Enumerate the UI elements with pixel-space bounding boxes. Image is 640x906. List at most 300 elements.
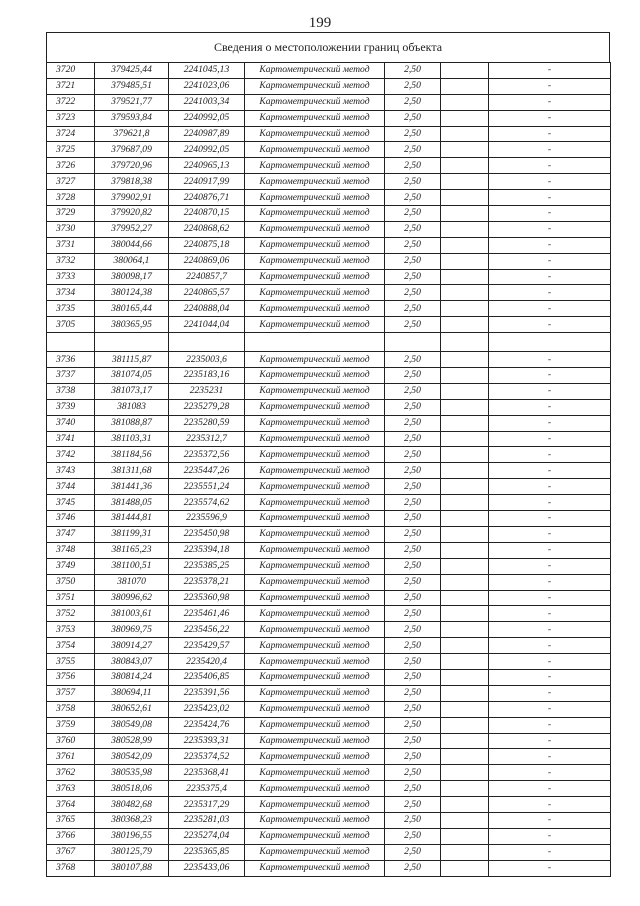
point-number-cell: 3736 [47, 352, 95, 368]
y-coordinate-cell: 2235406,85 [169, 669, 245, 685]
table-row [47, 415, 611, 431]
method-cell: Картометрический метод [245, 781, 385, 797]
description-cell: - [489, 383, 611, 399]
y-coordinate-cell: 2235365,85 [169, 844, 245, 860]
y-coordinate-cell: 2235375,4 [169, 781, 245, 797]
point-number-cell: 3756 [47, 669, 95, 685]
table-row [47, 78, 611, 94]
method-cell: Картометрический метод [245, 622, 385, 638]
point-number-cell: 3747 [47, 526, 95, 542]
point-number-cell: 3765 [47, 812, 95, 828]
y-coordinate-cell: 2240992,05 [169, 110, 245, 126]
description-cell: - [489, 301, 611, 317]
y-coordinate-cell: 2235183,16 [169, 368, 245, 384]
empty-cell [441, 190, 489, 206]
empty-cell [441, 844, 489, 860]
separator-cell [441, 333, 489, 352]
precision-cell: 2,50 [385, 479, 441, 495]
method-cell: Картометрический метод [245, 606, 385, 622]
table-row [47, 447, 611, 463]
method-cell: Картометрический метод [245, 590, 385, 606]
x-coordinate-cell: 380528,99 [95, 733, 169, 749]
empty-cell [441, 828, 489, 844]
x-coordinate-cell: 379485,51 [95, 78, 169, 94]
table-row [47, 669, 611, 685]
description-cell: - [489, 860, 611, 876]
empty-cell [441, 685, 489, 701]
point-number-cell: 3723 [47, 110, 95, 126]
point-number-cell: 3753 [47, 622, 95, 638]
precision-cell: 2,50 [385, 685, 441, 701]
y-coordinate-cell: 2240992,05 [169, 142, 245, 158]
y-coordinate-cell: 2235360,98 [169, 590, 245, 606]
x-coordinate-cell: 381115,87 [95, 352, 169, 368]
separator-cell [95, 333, 169, 352]
description-cell: - [489, 63, 611, 79]
precision-cell: 2,50 [385, 463, 441, 479]
x-coordinate-cell: 381083 [95, 399, 169, 415]
x-coordinate-cell: 381103,31 [95, 431, 169, 447]
precision-cell: 2,50 [385, 717, 441, 733]
empty-cell [441, 606, 489, 622]
precision-cell: 2,50 [385, 638, 441, 654]
point-number-cell: 3752 [47, 606, 95, 622]
method-cell: Картометрический метод [245, 142, 385, 158]
precision-cell: 2,50 [385, 526, 441, 542]
table-row [47, 622, 611, 638]
point-number-cell: 3759 [47, 717, 95, 733]
point-number-cell: 3762 [47, 765, 95, 781]
table-row [47, 269, 611, 285]
separator-cell [385, 333, 441, 352]
y-coordinate-cell: 2240965,13 [169, 158, 245, 174]
empty-cell [441, 669, 489, 685]
table-row [47, 110, 611, 126]
description-cell: - [489, 558, 611, 574]
empty-cell [441, 142, 489, 158]
precision-cell: 2,50 [385, 237, 441, 253]
point-number-cell: 3734 [47, 285, 95, 301]
y-coordinate-cell: 2240868,62 [169, 221, 245, 237]
x-coordinate-cell: 381165,23 [95, 542, 169, 558]
empty-cell [441, 174, 489, 190]
x-coordinate-cell: 381311,68 [95, 463, 169, 479]
y-coordinate-cell: 2235420,4 [169, 654, 245, 670]
description-cell: - [489, 511, 611, 527]
table-row [47, 301, 611, 317]
page-number: 199 [308, 15, 332, 31]
point-number-cell: 3724 [47, 126, 95, 142]
table-row [47, 860, 611, 876]
method-cell: Картометрический метод [245, 797, 385, 813]
x-coordinate-cell: 380124,38 [95, 285, 169, 301]
precision-cell: 2,50 [385, 606, 441, 622]
method-cell: Картометрический метод [245, 495, 385, 511]
point-number-cell: 3764 [47, 797, 95, 813]
empty-cell [441, 253, 489, 269]
y-coordinate-cell: 2240870,15 [169, 206, 245, 222]
point-number-cell: 3741 [47, 431, 95, 447]
description-cell: - [489, 844, 611, 860]
x-coordinate-cell: 381444,81 [95, 511, 169, 527]
table-row [47, 431, 611, 447]
precision-cell: 2,50 [385, 415, 441, 431]
precision-cell: 2,50 [385, 622, 441, 638]
point-number-cell: 3729 [47, 206, 95, 222]
point-number-cell: 3727 [47, 174, 95, 190]
point-number-cell: 3737 [47, 368, 95, 384]
precision-cell: 2,50 [385, 765, 441, 781]
point-number-cell: 3722 [47, 94, 95, 110]
precision-cell: 2,50 [385, 317, 441, 333]
table-row [47, 463, 611, 479]
method-cell: Картометрический метод [245, 685, 385, 701]
description-cell: - [489, 285, 611, 301]
y-coordinate-cell: 2235551,24 [169, 479, 245, 495]
point-number-cell: 3758 [47, 701, 95, 717]
point-number-cell: 3748 [47, 542, 95, 558]
method-cell: Картометрический метод [245, 110, 385, 126]
description-cell: - [489, 206, 611, 222]
precision-cell: 2,50 [385, 368, 441, 384]
empty-cell [441, 301, 489, 317]
x-coordinate-cell: 380165,44 [95, 301, 169, 317]
precision-cell: 2,50 [385, 126, 441, 142]
y-coordinate-cell: 2241023,06 [169, 78, 245, 94]
point-number-cell: 3731 [47, 237, 95, 253]
y-coordinate-cell: 2235391,56 [169, 685, 245, 701]
description-cell: - [489, 110, 611, 126]
empty-cell [441, 717, 489, 733]
x-coordinate-cell: 380365,95 [95, 317, 169, 333]
x-coordinate-cell: 381488,05 [95, 495, 169, 511]
empty-cell [441, 797, 489, 813]
point-number-cell: 3763 [47, 781, 95, 797]
table-row [47, 749, 611, 765]
precision-cell: 2,50 [385, 78, 441, 94]
x-coordinate-cell: 381441,36 [95, 479, 169, 495]
y-coordinate-cell: 2235574,62 [169, 495, 245, 511]
description-cell: - [489, 622, 611, 638]
point-number-cell: 3751 [47, 590, 95, 606]
table-row [47, 511, 611, 527]
precision-cell: 2,50 [385, 301, 441, 317]
empty-cell [441, 383, 489, 399]
table-row [47, 574, 611, 590]
separator-cell [489, 333, 611, 352]
point-number-cell: 3746 [47, 511, 95, 527]
table-row [47, 685, 611, 701]
method-cell: Картометрический метод [245, 94, 385, 110]
empty-cell [441, 463, 489, 479]
point-number-cell: 3720 [47, 63, 95, 79]
table-row [47, 190, 611, 206]
empty-cell [441, 221, 489, 237]
method-cell: Картометрический метод [245, 383, 385, 399]
empty-cell [441, 78, 489, 94]
method-cell: Картометрический метод [245, 221, 385, 237]
method-cell: Картометрический метод [245, 574, 385, 590]
y-coordinate-cell: 2235385,25 [169, 558, 245, 574]
separator-cell [169, 333, 245, 352]
y-coordinate-cell: 2235372,56 [169, 447, 245, 463]
description-cell: - [489, 574, 611, 590]
description-cell: - [489, 606, 611, 622]
precision-cell: 2,50 [385, 63, 441, 79]
method-cell: Картометрический метод [245, 701, 385, 717]
y-coordinate-cell: 2235279,28 [169, 399, 245, 415]
point-number-cell: 3730 [47, 221, 95, 237]
y-coordinate-cell: 2240876,71 [169, 190, 245, 206]
description-cell: - [489, 749, 611, 765]
method-cell: Картометрический метод [245, 190, 385, 206]
y-coordinate-cell: 2235378,21 [169, 574, 245, 590]
x-coordinate-cell: 380694,11 [95, 685, 169, 701]
description-cell: - [489, 221, 611, 237]
table-row [47, 781, 611, 797]
x-coordinate-cell: 380969,75 [95, 622, 169, 638]
table-row [47, 828, 611, 844]
point-number-cell: 3728 [47, 190, 95, 206]
table-row [47, 590, 611, 606]
table-row [47, 479, 611, 495]
table-row [47, 399, 611, 415]
method-cell: Картометрический метод [245, 828, 385, 844]
empty-cell [441, 749, 489, 765]
empty-cell [441, 479, 489, 495]
y-coordinate-cell: 2235429,57 [169, 638, 245, 654]
precision-cell: 2,50 [385, 590, 441, 606]
description-cell: - [489, 685, 611, 701]
precision-cell: 2,50 [385, 383, 441, 399]
description-cell: - [489, 654, 611, 670]
precision-cell: 2,50 [385, 574, 441, 590]
point-number-cell: 3744 [47, 479, 95, 495]
precision-cell: 2,50 [385, 860, 441, 876]
table-row [47, 542, 611, 558]
precision-cell: 2,50 [385, 495, 441, 511]
empty-cell [441, 63, 489, 79]
precision-cell: 2,50 [385, 781, 441, 797]
empty-cell [441, 495, 489, 511]
empty-cell [441, 781, 489, 797]
precision-cell: 2,50 [385, 749, 441, 765]
method-cell: Картометрический метод [245, 237, 385, 253]
y-coordinate-cell: 2235433,06 [169, 860, 245, 876]
empty-cell [441, 638, 489, 654]
table-row [47, 765, 611, 781]
table-row [47, 654, 611, 670]
x-coordinate-cell: 379521,77 [95, 94, 169, 110]
x-coordinate-cell: 381199,31 [95, 526, 169, 542]
empty-cell [441, 574, 489, 590]
precision-cell: 2,50 [385, 431, 441, 447]
y-coordinate-cell: 2240865,57 [169, 285, 245, 301]
description-cell: - [489, 368, 611, 384]
method-cell: Картометрический метод [245, 479, 385, 495]
x-coordinate-cell: 380542,09 [95, 749, 169, 765]
empty-cell [441, 860, 489, 876]
method-cell: Картометрический метод [245, 174, 385, 190]
empty-cell [441, 733, 489, 749]
x-coordinate-cell: 380368,23 [95, 812, 169, 828]
boundary-coordinates-table [46, 62, 611, 877]
precision-cell: 2,50 [385, 654, 441, 670]
table-row [47, 126, 611, 142]
point-number-cell: 3739 [47, 399, 95, 415]
precision-cell: 2,50 [385, 269, 441, 285]
precision-cell: 2,50 [385, 110, 441, 126]
empty-cell [441, 622, 489, 638]
y-coordinate-cell: 2235368,41 [169, 765, 245, 781]
empty-cell [441, 447, 489, 463]
y-coordinate-cell: 2235456,22 [169, 622, 245, 638]
y-coordinate-cell: 2235423,02 [169, 701, 245, 717]
description-cell: - [489, 94, 611, 110]
table-row [47, 317, 611, 333]
table-row [47, 368, 611, 384]
point-number-cell: 3732 [47, 253, 95, 269]
empty-cell [441, 110, 489, 126]
empty-cell [441, 206, 489, 222]
empty-cell [441, 590, 489, 606]
table-row [47, 526, 611, 542]
description-cell: - [489, 158, 611, 174]
y-coordinate-cell: 2235312,7 [169, 431, 245, 447]
y-coordinate-cell: 2235281,03 [169, 812, 245, 828]
empty-cell [441, 701, 489, 717]
table-row [47, 352, 611, 368]
point-number-cell: 3749 [47, 558, 95, 574]
x-coordinate-cell: 381074,05 [95, 368, 169, 384]
table-row [47, 285, 611, 301]
precision-cell: 2,50 [385, 828, 441, 844]
y-coordinate-cell: 2241044,04 [169, 317, 245, 333]
description-cell: - [489, 463, 611, 479]
method-cell: Картометрический метод [245, 447, 385, 463]
table-row [47, 158, 611, 174]
method-cell: Картометрический метод [245, 78, 385, 94]
empty-cell [441, 399, 489, 415]
x-coordinate-cell: 381070 [95, 574, 169, 590]
precision-cell: 2,50 [385, 797, 441, 813]
x-coordinate-cell: 379818,38 [95, 174, 169, 190]
empty-cell [441, 317, 489, 333]
x-coordinate-cell: 379902,91 [95, 190, 169, 206]
description-cell: - [489, 812, 611, 828]
y-coordinate-cell: 2235003,6 [169, 352, 245, 368]
method-cell: Картометрический метод [245, 317, 385, 333]
method-cell: Картометрический метод [245, 812, 385, 828]
precision-cell: 2,50 [385, 221, 441, 237]
description-cell: - [489, 431, 611, 447]
precision-cell: 2,50 [385, 669, 441, 685]
x-coordinate-cell: 381184,56 [95, 447, 169, 463]
x-coordinate-cell: 380996,62 [95, 590, 169, 606]
x-coordinate-cell: 381100,51 [95, 558, 169, 574]
table-row [47, 94, 611, 110]
point-number-cell: 3725 [47, 142, 95, 158]
y-coordinate-cell: 2235393,31 [169, 733, 245, 749]
precision-cell: 2,50 [385, 253, 441, 269]
point-number-cell: 3733 [47, 269, 95, 285]
table-title: Сведения о местоположении границ объекта [46, 32, 610, 62]
precision-cell: 2,50 [385, 285, 441, 301]
empty-cell [441, 654, 489, 670]
method-cell: Картометрический метод [245, 654, 385, 670]
empty-cell [441, 352, 489, 368]
table-row [47, 221, 611, 237]
x-coordinate-cell: 380843,07 [95, 654, 169, 670]
description-cell: - [489, 317, 611, 333]
empty-cell [441, 158, 489, 174]
separator-cell [245, 333, 385, 352]
description-cell: - [489, 542, 611, 558]
table-row [47, 174, 611, 190]
y-coordinate-cell: 2235450,98 [169, 526, 245, 542]
method-cell: Картометрический метод [245, 158, 385, 174]
y-coordinate-cell: 2241003,34 [169, 94, 245, 110]
method-cell: Картометрический метод [245, 126, 385, 142]
description-cell: - [489, 399, 611, 415]
x-coordinate-cell: 380549,08 [95, 717, 169, 733]
x-coordinate-cell: 380064,1 [95, 253, 169, 269]
y-coordinate-cell: 2235596,9 [169, 511, 245, 527]
precision-cell: 2,50 [385, 94, 441, 110]
table-row [47, 558, 611, 574]
description-cell: - [489, 797, 611, 813]
table-row [47, 606, 611, 622]
point-number-cell: 3750 [47, 574, 95, 590]
table-row [47, 142, 611, 158]
description-cell: - [489, 415, 611, 431]
method-cell: Картометрический метод [245, 352, 385, 368]
precision-cell: 2,50 [385, 142, 441, 158]
point-number-cell: 3760 [47, 733, 95, 749]
precision-cell: 2,50 [385, 844, 441, 860]
empty-cell [441, 812, 489, 828]
description-cell: - [489, 733, 611, 749]
description-cell: - [489, 174, 611, 190]
description-cell: - [489, 447, 611, 463]
method-cell: Картометрический метод [245, 844, 385, 860]
description-cell: - [489, 126, 611, 142]
x-coordinate-cell: 379920,82 [95, 206, 169, 222]
x-coordinate-cell: 380814,24 [95, 669, 169, 685]
point-number-cell: 3761 [47, 749, 95, 765]
description-cell: - [489, 765, 611, 781]
precision-cell: 2,50 [385, 447, 441, 463]
y-coordinate-cell: 2235231 [169, 383, 245, 399]
y-coordinate-cell: 2240888,04 [169, 301, 245, 317]
description-cell: - [489, 479, 611, 495]
point-number-cell: 3742 [47, 447, 95, 463]
point-number-cell: 3738 [47, 383, 95, 399]
point-number-cell: 3743 [47, 463, 95, 479]
empty-cell [441, 431, 489, 447]
method-cell: Картометрический метод [245, 63, 385, 79]
point-number-cell: 3767 [47, 844, 95, 860]
point-number-cell: 3755 [47, 654, 95, 670]
precision-cell: 2,50 [385, 733, 441, 749]
method-cell: Картометрический метод [245, 269, 385, 285]
table-row [47, 733, 611, 749]
method-cell: Картометрический метод [245, 558, 385, 574]
x-coordinate-cell: 380107,88 [95, 860, 169, 876]
precision-cell: 2,50 [385, 701, 441, 717]
table-row [47, 495, 611, 511]
description-cell: - [489, 495, 611, 511]
